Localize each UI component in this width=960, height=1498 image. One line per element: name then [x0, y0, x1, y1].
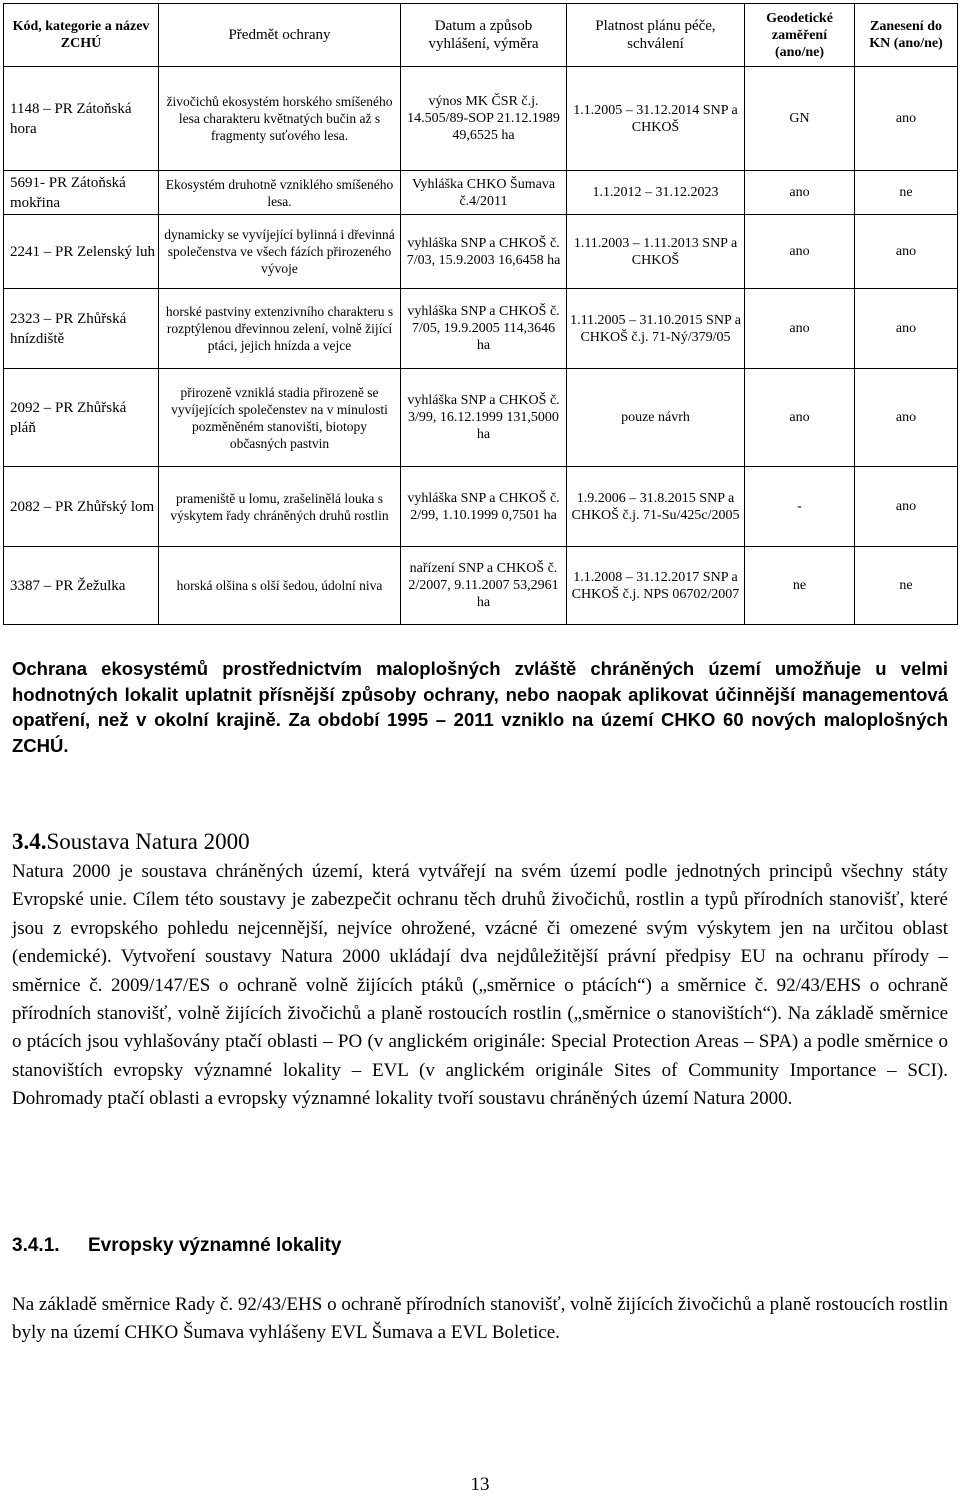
header-subject: Předmět ochrany — [159, 4, 401, 67]
cell-kn: ano — [855, 215, 958, 289]
cell-date: vyhláška SNP a CHKOŠ č. 3/99, 16.12.1999 131,5000 ha — [401, 369, 567, 467]
cell-date: nařízení SNP a CHKOŠ č. 2/2007, 9.11.2007 53,2961 ha — [401, 547, 567, 625]
cell-geo: ano — [745, 215, 855, 289]
cell-plan: 1.9.2006 – 31.8.2015 SNP a CHKOŠ č.j. 71-Su/425c/2005 — [567, 467, 745, 547]
cell-subject: prameniště u lomu, zrašelinělá louka s výskytem řady chráněných druhů rostlin — [159, 467, 401, 547]
cell-kn: ne — [855, 171, 958, 215]
cell-plan: 1.1.2005 – 31.12.2014 SNP a CHKOŠ — [567, 67, 745, 171]
cell-kn: ano — [855, 67, 958, 171]
table-row — [4, 467, 958, 547]
zchu-table — [3, 3, 958, 625]
cell-geo: ne — [745, 547, 855, 625]
subsection-title: Evropsky významné lokality — [88, 1235, 342, 1256]
cell-date: Vyhláška CHKO Šumava č.4/2011 — [401, 171, 567, 215]
cell-plan: 1.11.2005 – 31.10.2015 SNP a CHKOŠ č.j. 71-Ný/379/05 — [567, 289, 745, 369]
cell-name: 2241 – PR Zelenský luh — [4, 215, 159, 289]
table-row — [4, 171, 958, 215]
cell-name: 2092 – PR Zhůřská pláň — [4, 369, 159, 467]
header-code-name: Kód, kategorie a název ZCHÚ — [4, 4, 159, 67]
cell-subject: dynamicky se vyvíjející bylinná i dřevinná společenstva ve všech fázích přirozeného vývoje — [159, 215, 401, 289]
page-number: 13 — [470, 1474, 490, 1495]
header-date: Datum a způsob vyhlášení, výměra — [401, 4, 567, 67]
cell-date: vyhláška SNP a CHKOŠ č. 2/99, 1.10.1999 0,7501 ha — [401, 467, 567, 547]
cell-name: 2323 – PR Zhůřská hnízdiště — [4, 289, 159, 369]
table-row — [4, 67, 958, 171]
cell-plan: pouze návrh — [567, 369, 745, 467]
table-row — [4, 289, 958, 369]
natura-paragraph: Natura 2000 je soustava chráněných území, která vytvářejí na svém území podle jednotných principů všechny státy Evropské unie. Cílem této soustavy je zabezpečit ochranu těch druhů živočichů, rostlin a typů přírodních stanovišť, které jsou z evropského pohledu nejcennější, nejvíce ohrožené, vzácné či omezené svým výskytem jen na určitou oblast (endemické). Vytvoření soustavy Natura 2000 ukládají dva nejdůležitější právní předpisy EU na ochranu přírody – směrnice č. 2009/147/ES o ochraně volně žijících ptáků („směrnice o ptácích“) a směrnice č. 92/43/EHS o ochraně přírodních stanovišť, volně žijících živočichů a planě rostoucích rostlin („směrnice o stanovištích“). Na základě směrnice o ptácích jsou vyhlašovány ptačí oblasti – PO (v anglickém originále: Special Protection Areas – SPA) a podle směrnice o stanovištích evropsky významné lokality – EVL (v anglickém originále Sites of Community Importance – SCI). Dohromady ptačí oblasti a evropsky významné lokality tvoří soustavu chráněných území Natura 2000. — [12, 861, 948, 1110]
cell-plan: 1.11.2003 – 1.11.2013 SNP a CHKOŠ — [567, 215, 745, 289]
cell-kn: ano — [855, 467, 958, 547]
section-number: 3.4. — [12, 829, 47, 854]
cell-geo: GN — [745, 67, 855, 171]
cell-geo: - — [745, 467, 855, 547]
header-plan: Platnost plánu péče, schválení — [567, 4, 745, 67]
cell-kn: ano — [855, 369, 958, 467]
cell-kn: ne — [855, 547, 958, 625]
cell-plan: 1.1.2012 – 31.12.2023 — [567, 171, 745, 215]
cell-name: 5691- PR Zátoňská mokřina — [4, 171, 159, 215]
cell-plan: 1.1.2008 – 31.12.2017 SNP a CHKOŠ č.j. NPS 06702/2007 — [567, 547, 745, 625]
cell-subject: horská olšina s olší šedou, údolní niva — [159, 547, 401, 625]
cell-date: vyhláška SNP a CHKOŠ č. 7/05, 19.9.2005 114,3646 ha — [401, 289, 567, 369]
cell-kn: ano — [855, 289, 958, 369]
header-geo: Geodetické zaměření (ano/ne) — [745, 4, 855, 67]
cell-date: výnos MK ČSR č.j. 14.505/89-SOP 21.12.1989 49,6525 ha — [401, 67, 567, 171]
subsection-heading-evl — [12, 1235, 341, 1257]
cell-name: 1148 – PR Zátoňská hora — [4, 67, 159, 171]
table-header-row — [4, 4, 958, 67]
table-row — [4, 215, 958, 289]
cell-geo: ano — [745, 289, 855, 369]
cell-geo: ano — [745, 369, 855, 467]
cell-geo: ano — [745, 171, 855, 215]
cell-subject: horské pastviny extenzivního charakteru s rozptýlenou dřevinnou zelení, volně žijící ptáci, jejich hnízda a vejce — [159, 289, 401, 369]
intro-paragraph: Ochrana ekosystémů prostřednictvím maloplošných zvláště chráněných území umožňuje u velmi hodnotných lokalit uplatnit přísnější způsoby ochrany, nebo naopak aplikovat účinnější managementová opatření, než v okolní krajině. Za období 1995 – 2011 vzniklo na území CHKO 60 nových maloplošných ZCHÚ. — [12, 658, 948, 756]
cell-subject: živočichů ekosystém horského smíšeného lesa charakteru květnatých bučin až s fragmenty suťového lesa. — [159, 67, 401, 171]
cell-name: 2082 – PR Zhůřský lom — [4, 467, 159, 547]
section-heading-natura — [12, 829, 250, 855]
cell-subject: Ekosystém druhotně vzniklého smíšeného lesa. — [159, 171, 401, 215]
zchu-table-wrapper — [3, 3, 957, 625]
cell-date: vyhláška SNP a CHKOŠ č. 7/03, 15.9.2003 16,6458 ha — [401, 215, 567, 289]
table-row — [4, 547, 958, 625]
header-kn: Zanesení do KN (ano/ne) — [855, 4, 958, 67]
table-row — [4, 369, 958, 467]
evl-paragraph: Na základě směrnice Rady č. 92/43/EHS o ochraně přírodních stanovišť, volně žijících živočichů a planě rostoucích rostlin byly na území CHKO Šumava vyhlášeny EVL Šumava a EVL Boletice. — [12, 1294, 948, 1344]
cell-name: 3387 – PR Žežulka — [4, 547, 159, 625]
cell-subject: přirozeně vzniklá stadia přirozeně se vyvíjejících společenstev na v minulosti pozměněném stanovišti, biotopy občasných pastvin — [159, 369, 401, 467]
section-title: Soustava Natura 2000 — [46, 829, 250, 854]
subsection-number: 3.4.1. — [12, 1235, 60, 1256]
